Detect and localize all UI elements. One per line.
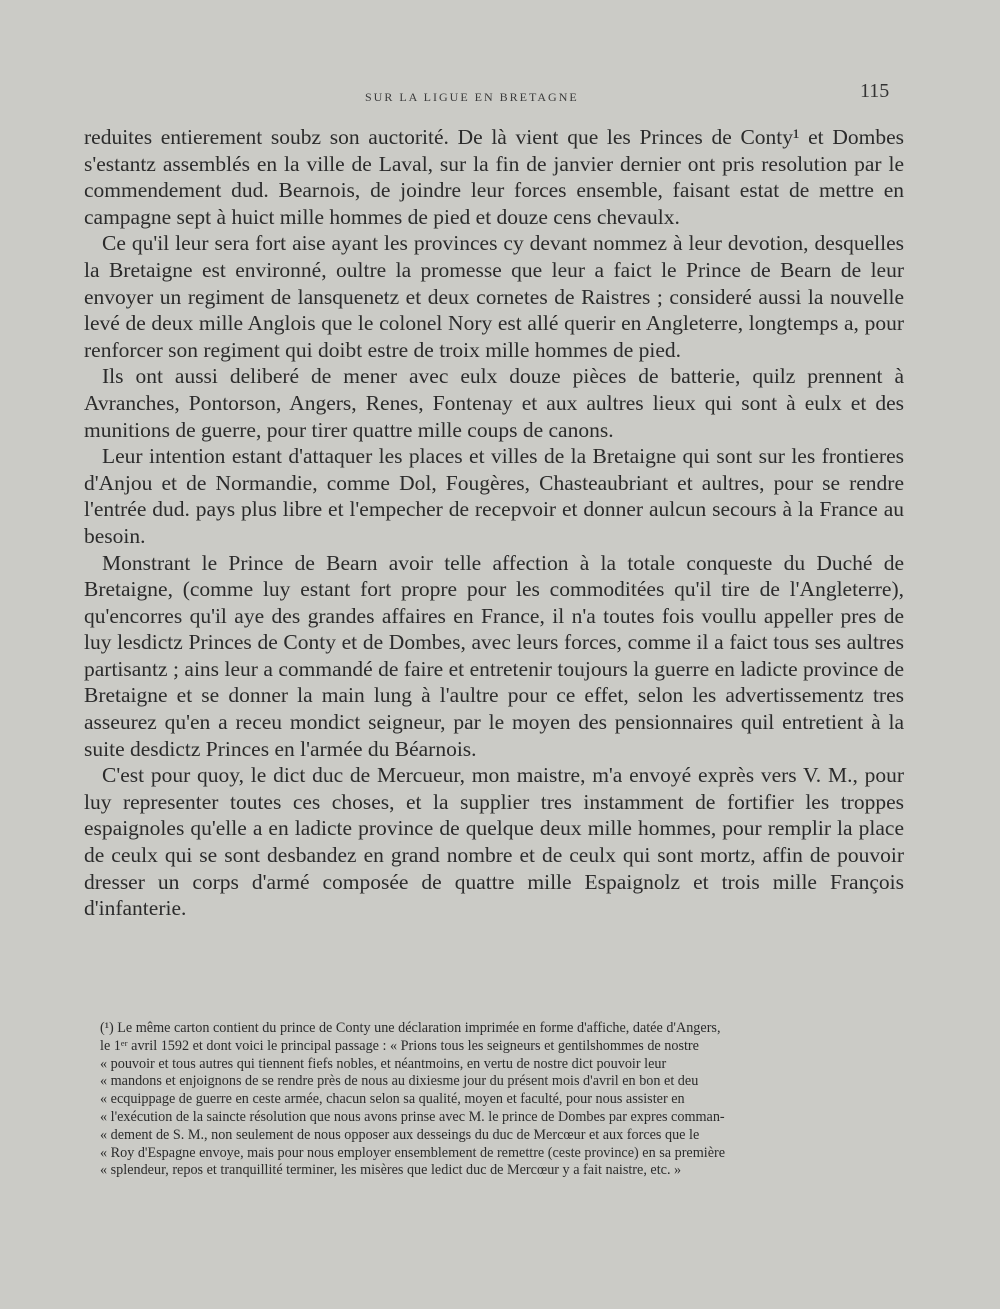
footnote-line: « splendeur, repos et tranquillité terminer, les misères que ledict duc de Mercœur y a fait naistre, etc. » (100, 1162, 682, 1179)
footnote-line: « ecquippage de guerre en ceste armée, chacun selon sa qualité, moyen et faculté, pour nous assister en (100, 1091, 685, 1108)
footnote-line: « Roy d'Espagne envoye, mais pour nous employer ensemblement de remettre (ceste province) en sa première (100, 1144, 726, 1161)
footnote (100, 1020, 918, 1180)
page-number: 115 (860, 80, 890, 102)
paragraph: Leur intention estant d'attaquer les places et villes de la Bretaigne qui sont sur les frontieres d'Anjou et de Normandie, comme Dol, Fougères, Chasteaubriant et aultres, pour se rendre l'entrée dud. pays plus libre et l'empecher de recepvoir et donner aulcun secours à la France au besoin. (84, 444, 904, 548)
footnote-line: « pouvoir et tous autres qui tiennent fiefs nobles, et néantmoins, en vertu de nostre dict pouvoir leur (100, 1055, 667, 1072)
footnote-line: « mandons et enjoignons de se rendre près de nous au dixiesme jour du présent mois d'avril en bon et deu (100, 1073, 699, 1090)
footnote-line: « l'exécution de la saincte résolution que nous avons prinse avec M. le prince de Dombes par expres comman- (100, 1108, 725, 1125)
paragraph: reduites entierement soubz son auctorité. De là vient que les Princes de Conty¹ et Dombes s'estantz assemblés en la ville de Laval, sur la fin de janvier dernier ont pris resolution par le commendement dud. Bearnois, de joindre leur forces ensemble, faisant estat de mettre en campagne sept à huict mille hommes de pied et douze cens chevaulx. (84, 125, 904, 229)
paragraph: Monstrant le Prince de Bearn avoir telle affection à la totale conqueste du Duché de Bretaigne, (comme luy estant fort propre pour les commoditées qu'il tire de l'Angleterre), qu'encorres qu'il aye des grandes affaires en France, il n'a toutes fois voullu appeller pres de luy lesdictz Princes de Conty et de Dombes, avec leurs forces, comme il a faict tous ses aultres partisantz ; ains leur a commandé de faire et entretenir toujours la guerre en ladicte province de Bretaigne et se donner la main lung à l'aultre pour ce effet, selon les advertissementz tres asseurez qu'en a receu mondict seigneur, par le moyen des pensionnaires quil entretient à la suite desdictz Princes en l'armée du Béarnois. (84, 550, 904, 761)
footnote-line: (¹) Le même carton contient du prince de Conty une déclaration imprimée en forme d'affiche, datée d'Angers, (100, 1020, 721, 1036)
paragraph: Ce qu'il leur sera fort aise ayant les provinces cy devant nommez à leur devotion, desquelles la Bretaigne est environné, oultre la promesse que leur a faict le Prince de Bearn de leur envoyer un regiment de lansquenetz et deux cornetes de Raistres ; consideré aussi la nouvelle levé de deux mille Anglois que le colonel Nory est allé querir en Angleterre, longtemps a, pour renforcer son regiment qui doibt estre de troix mille hommes de pied. (84, 231, 904, 362)
footnote-line: le 1ᵉʳ avril 1592 et dont voici le principal passage : « Prions tous les seigneurs et gentilshommes de nostre (100, 1037, 699, 1054)
running-title: SUR LA LIGUE EN BRETAGNE (365, 90, 579, 104)
body-text (84, 124, 904, 922)
paragraph: Ils ont aussi deliberé de mener avec eulx douze pièces de batterie, quilz prennent à Avranches, Pontorson, Angers, Renes, Fontenay et aux aultres lieux qui sont à eulx et des munitions de guerre, pour tirer quattre mille coups de canons. (84, 364, 904, 442)
paragraph: C'est pour quoy, le dict duc de Mercueur, mon maistre, m'a envoyé exprès vers V. M., pour luy representer toutes ces choses, et la supplier tres instamment de fortifier les troppes espaignoles qu'elle a en ladicte province de quelque deux mille hommes, pour remplir la place de ceulx qui se sont desbandez en grand nombre et de ceulx qui sont mortz, affin de pouvoir dresser un corps d'armé composée de quattre mille Espaignolz et trois mille François d'infanterie. (84, 763, 904, 921)
footnote-line: « dement de S. M., non seulement de nous opposer aux desseings du duc de Mercœur et aux forces que le (100, 1126, 700, 1143)
